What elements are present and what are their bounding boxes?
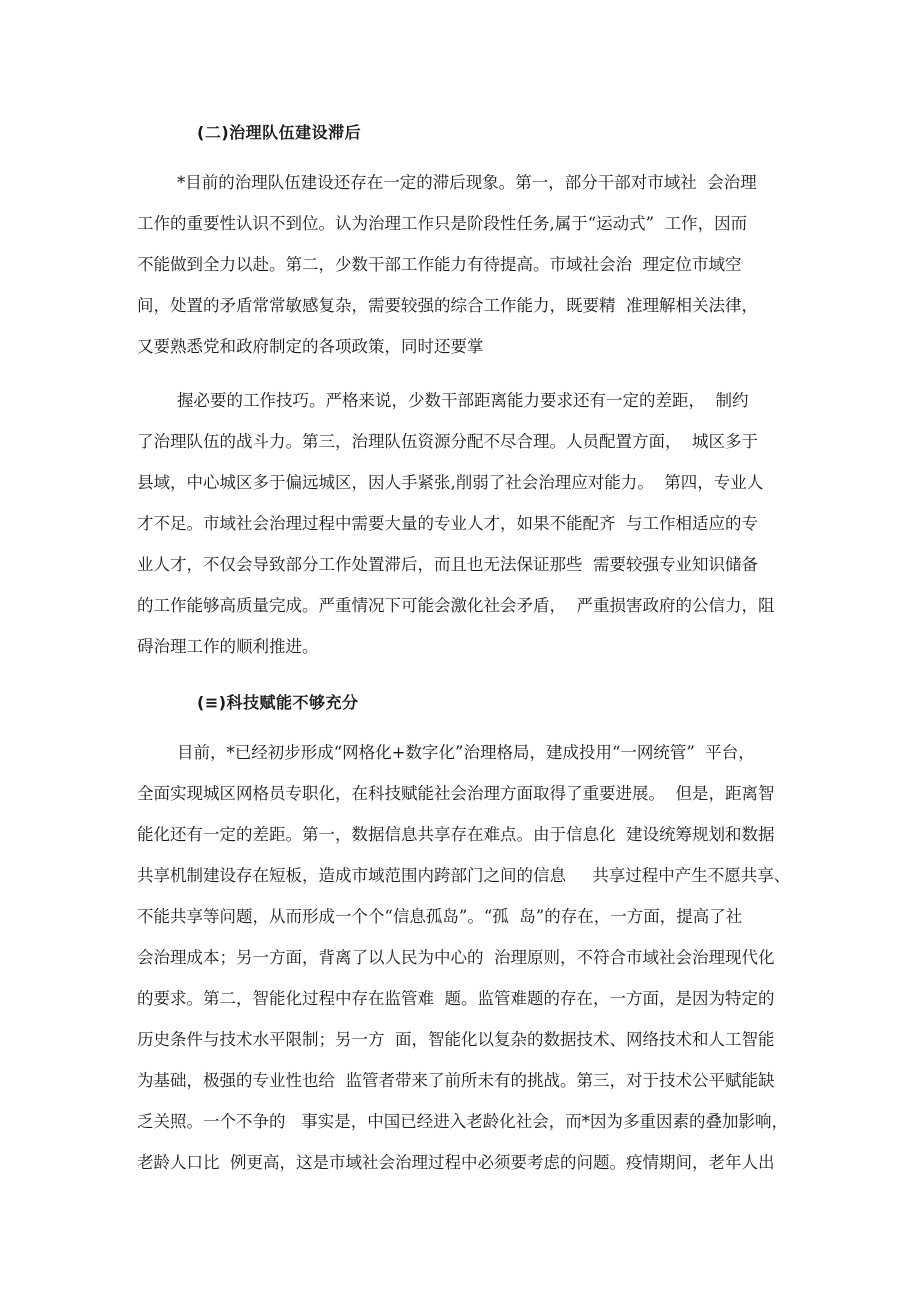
text-line: 乏关照。一个不争的 事实是，中国已经进入老龄化社会，而*因为多重因素的叠加影响， xyxy=(137,1112,788,1131)
text-line: 间，处置的矛盾常常敏感复杂，需要较强的综合工作能力，既要精 准理解相关法律， xyxy=(137,296,758,315)
text-line: *目前的治理队伍建设还存在一定的滞后现象。第一，部分干部对市域社 会治理 xyxy=(177,173,757,192)
text-line: 工作的重要性认识不到位。认为治理工作只是阶段性任务,属于“运动式” 工作，因而 xyxy=(137,214,748,233)
section-heading-3: (≡)科技赋能不够充分 xyxy=(197,693,359,712)
text-line: 能化还有一定的差距。第一，数据信息共享存在难点。由于信息化 建设统筹规划和数据 xyxy=(137,825,775,844)
text-line: 历史条件与技术水平限制；另一方 面，智能化以复杂的数据技术、网络技术和人工智能 xyxy=(137,1030,775,1049)
text-line: 的工作能够高质量完成。严重情况下可能会激化社会矛盾， 严重损害政府的公信力，阻 xyxy=(137,596,775,615)
text-line: 会治理成本；另一方面，背离了以人民为中心的 治理原则，不符合市域社会治理现代化 xyxy=(137,948,775,967)
text-line: 为基础，极强的专业性也给 监管者带来了前所未有的挑战。第三，对于技术公平赋能缺 xyxy=(137,1071,775,1090)
text-line: 的要求。第二，智能化过程中存在监管难 题。监管难题的存在，一方面，是因为特定的 xyxy=(137,989,775,1008)
text-line: 老龄人口比 例更高，这是市域社会治理过程中必须要考虑的问题。疫情期间，老年人出 xyxy=(137,1153,775,1172)
text-line: 业人才，不仅会导致部分工作处置滞后，而且也无法保证那些 需要较强专业知识储备 xyxy=(137,555,758,574)
text-line: 不能做到全力以赴。第二，少数干部工作能力有待提高。市域社会治 理定位市域空 xyxy=(137,255,742,274)
text-line: 县域，中心城区多于偏远城区，因人手紧张,削弱了社会治理应对能力。 第四，专业人 xyxy=(137,473,764,492)
text-line: 不能共享等问题，从而形成一个个“信息孤岛”。“孤 岛”的存在，一方面，提高了社 xyxy=(137,907,743,926)
text-line: 目前，*已经初步形成“网格化+数字化”治理格局，建成投用“一网统管” 平台， xyxy=(177,743,755,762)
text-line: 握必要的工作技巧。严格来说，少数干部距离能力要求还有一定的差距， 制约 xyxy=(177,391,749,410)
text-line: 才不足。市域社会治理过程中需要大量的专业人才，如果不能配齐 与工作相适应的专 xyxy=(137,514,758,533)
text-line: 了治理队伍的战斗力。第三，治理队伍资源分配不尽合理。人员配置方面， 城区多于 xyxy=(137,432,758,451)
text-line: 碍治理工作的顺利推进。 xyxy=(137,637,319,656)
text-line: 共享机制建设存在短板，造成市域范围内跨部门之间的信息 共享过程中产生不愿共享、 xyxy=(137,866,791,885)
text-line: 全面实现城区网格员专职化，在科技赋能社会治理方面取得了重要进展。 但是，距离智 xyxy=(137,784,775,803)
section-heading-2: (二)治理队伍建设滞后 xyxy=(197,123,362,142)
text-line: 又要熟悉党和政府制定的各项政策，同时还要掌 xyxy=(137,337,484,356)
